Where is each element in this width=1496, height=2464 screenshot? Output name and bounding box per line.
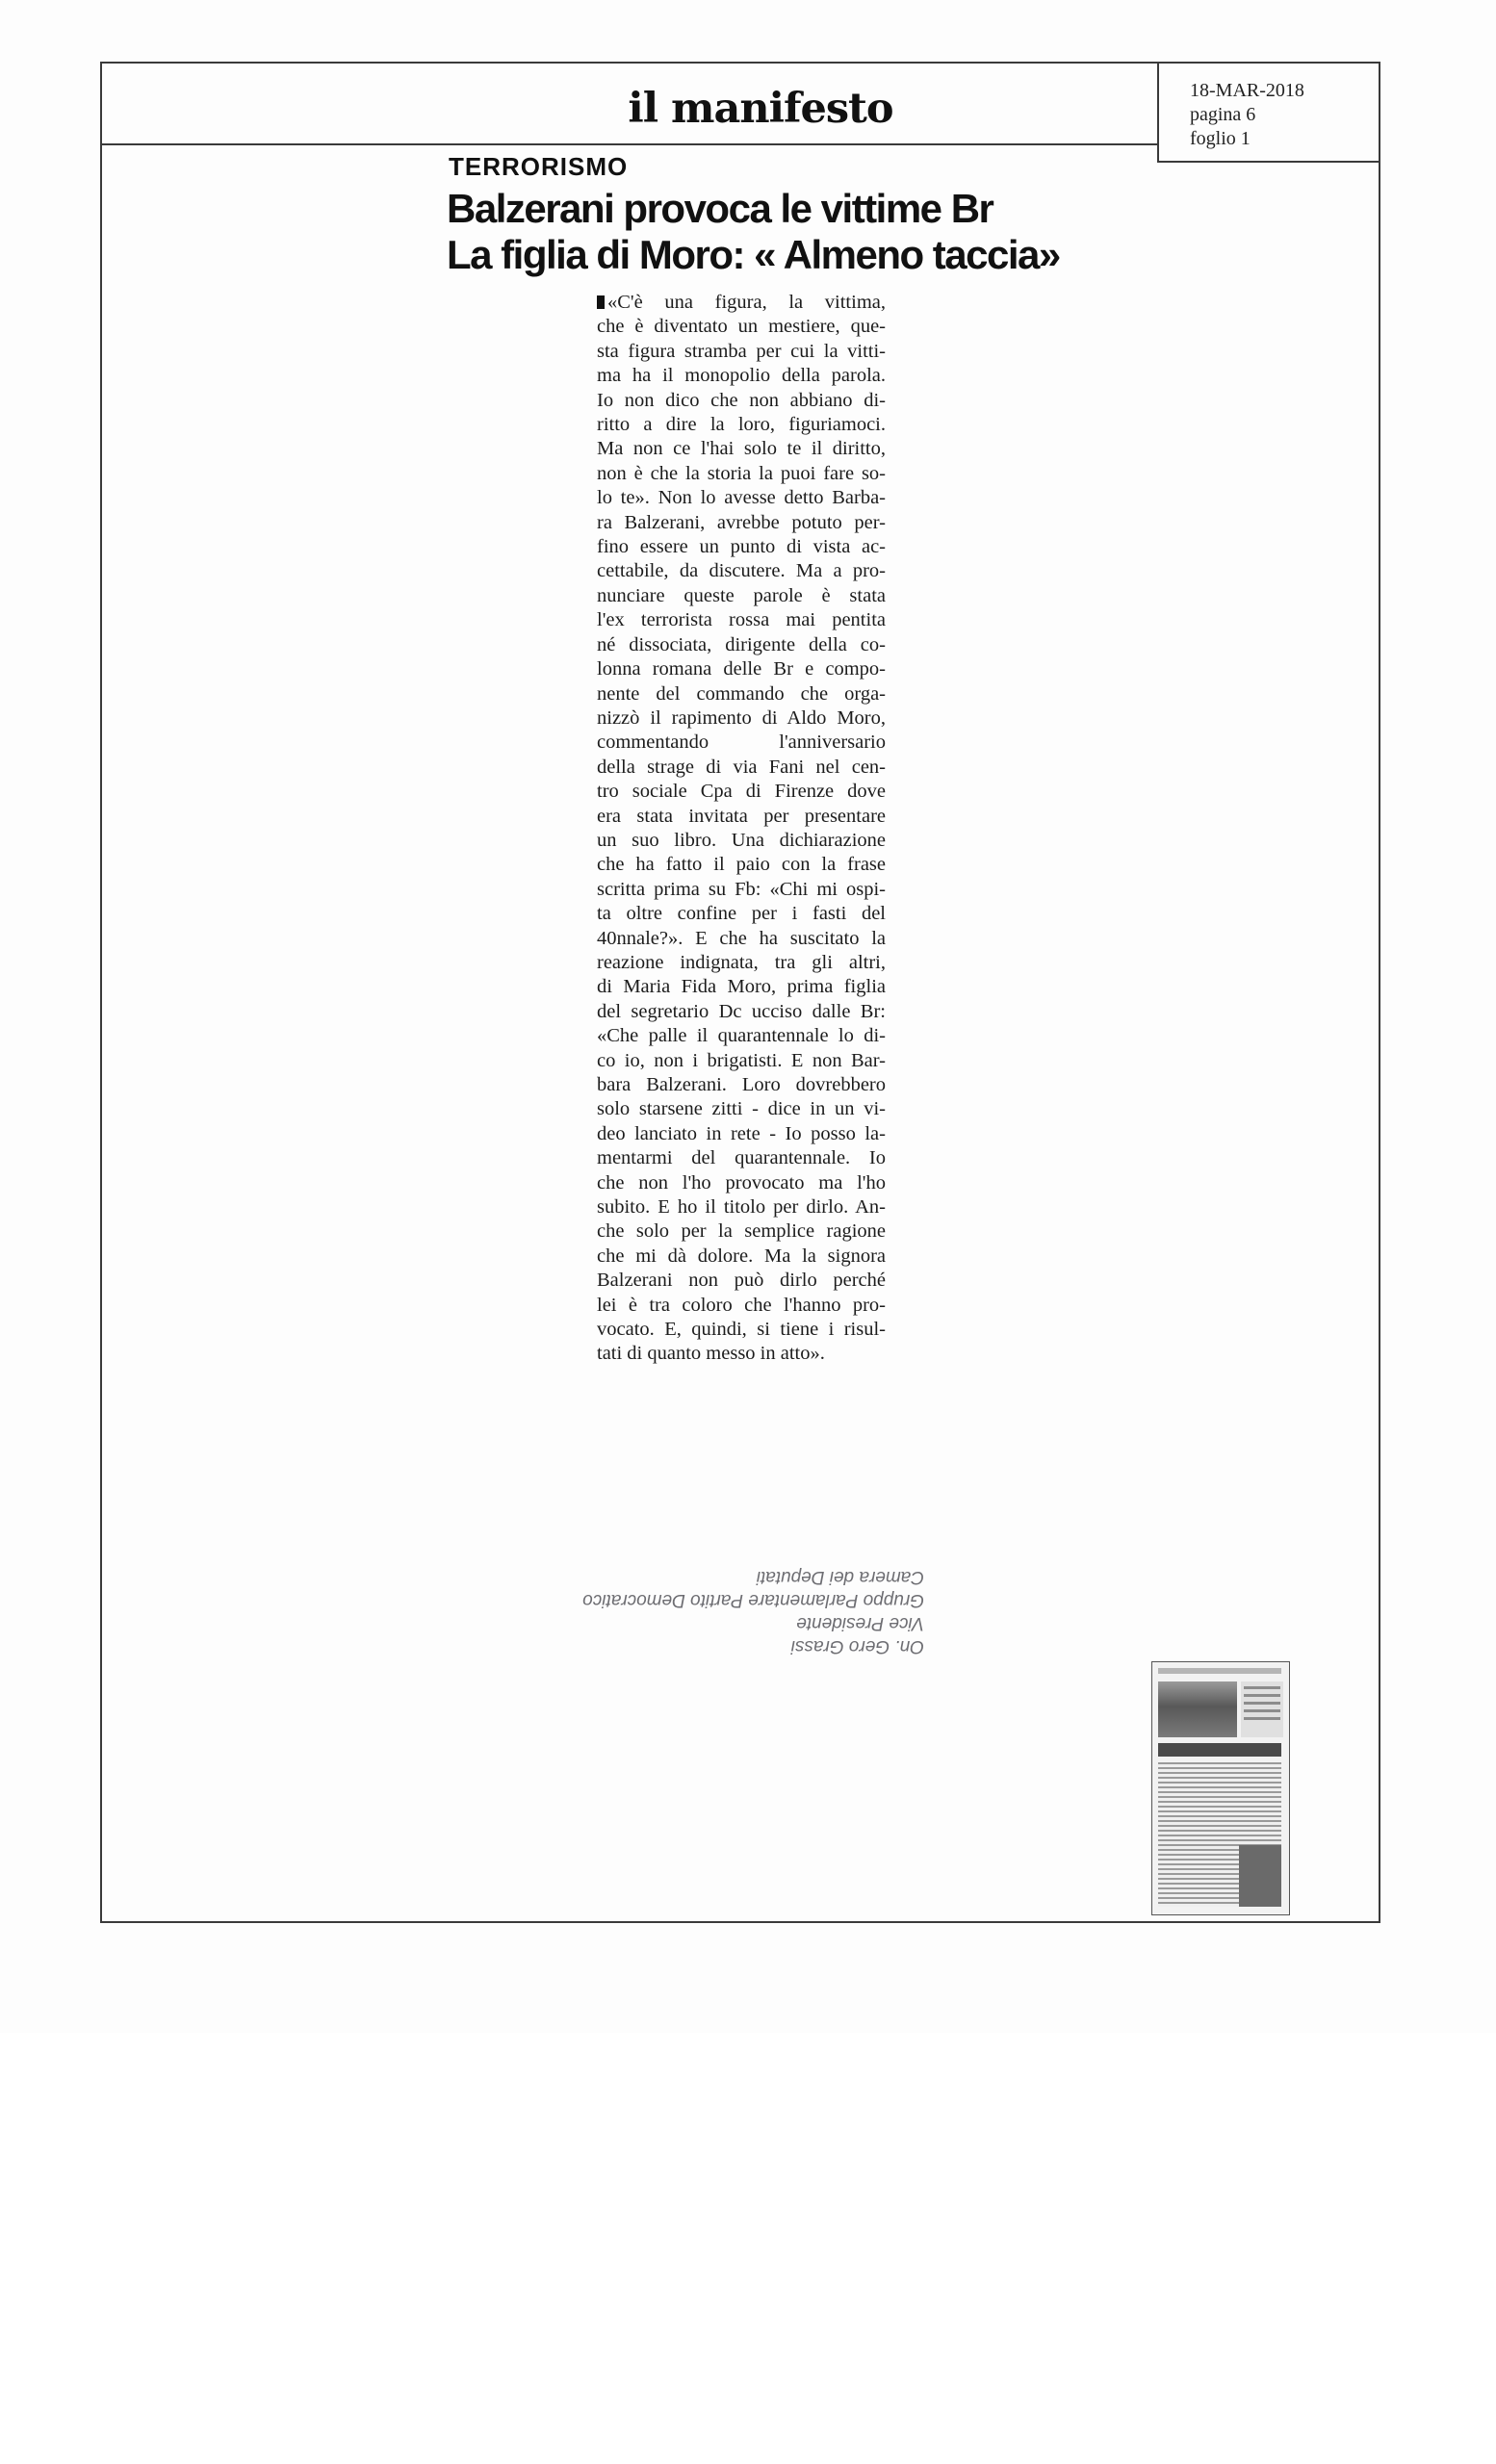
body-line-text: che solo per la semplice ragione: [597, 1220, 886, 1243]
body-line: [597, 559, 886, 583]
body-line-text: tro sociale Cpa di Firenze dove: [597, 781, 886, 803]
body-line: [597, 633, 886, 657]
body-line: [597, 437, 886, 461]
body-line: [597, 291, 886, 315]
body-line: [597, 1097, 886, 1121]
body-line-text: «Che palle il quarantennale lo di-: [597, 1025, 886, 1047]
thumbnail-advert: [1239, 1845, 1281, 1907]
body-line-text: vocato. E, quindi, si tiene i risul-: [597, 1319, 886, 1341]
body-line-text: solo starsene zitti - dice in un vi-: [597, 1098, 886, 1120]
body-line: [597, 975, 886, 999]
body-line: [597, 927, 886, 951]
stamp-line: On. Gero Grassi: [790, 1636, 924, 1656]
body-line: [597, 1195, 886, 1219]
body-line: [597, 1219, 886, 1244]
stamp-line: Camera dei Deputati: [756, 1567, 924, 1587]
deputy-stamp: [520, 1565, 924, 1657]
body-line-text: bara Balzerani. Loro dovrebbero: [597, 1074, 886, 1095]
body-line-text: mentarmi del quarantennale. Io: [597, 1147, 886, 1169]
page-number: pagina 6: [1190, 104, 1256, 125]
body-line: [597, 1146, 886, 1170]
body-line: [597, 608, 886, 632]
body-line: [597, 657, 886, 681]
body-line: [597, 486, 886, 510]
body-line-text: del segretario Dc ucciso dalle Br:: [597, 1000, 886, 1022]
body-line-text: nizzò il rapimento di Aldo Moro,: [597, 706, 886, 729]
article-body: [597, 291, 886, 1367]
body-line-text: cettabile, da discutere. Ma a pro-: [597, 560, 886, 582]
body-line-text: che non l'ho provocato ma l'ho: [597, 1171, 886, 1194]
headline-line: Balzerani provoca le vittime Br: [447, 186, 993, 231]
body-line: [597, 1245, 886, 1269]
body-line: [597, 1073, 886, 1097]
body-line: [597, 1294, 886, 1318]
body-line: [597, 1318, 886, 1342]
body-line: [597, 1269, 886, 1293]
body-line: [597, 805, 886, 829]
thumbnail-headline: [1158, 1743, 1281, 1757]
body-line: [597, 853, 886, 877]
body-line: [597, 1171, 886, 1195]
body-line-text: non è che la storia la puoi fare so-: [597, 462, 886, 484]
sheet-number: foglio 1: [1190, 128, 1251, 149]
body-line-text: co io, non i brigatisti. E non Bar-: [597, 1049, 886, 1071]
body-line: [597, 1000, 886, 1024]
body-line: [597, 340, 886, 364]
body-line-text: lo te». Non lo avesse detto Barba-: [597, 487, 886, 509]
body-line-text: reazione indignata, tra gli altri,: [597, 951, 886, 973]
stamp-line: Vice Presidente: [796, 1613, 924, 1633]
body-line-text: che è diventato un mestiere, que-: [597, 316, 886, 338]
body-line: [597, 951, 886, 975]
body-line-text: scritta prima su Fb: «Chi mi ospi-: [597, 878, 886, 900]
body-line-text: lonna romana delle Br e compo-: [597, 658, 886, 680]
thumbnail-photo: [1158, 1681, 1237, 1737]
paragraph-marker-icon: [597, 295, 605, 309]
body-line-text: subito. E ho il titolo per dirlo. An-: [597, 1196, 886, 1219]
body-line: [597, 364, 886, 388]
body-line-text: lei è tra coloro che l'hanno pro-: [597, 1294, 886, 1316]
body-line: [597, 389, 886, 413]
body-line: [597, 315, 886, 339]
body-line-text: sta figura stramba per cui la vitti-: [597, 340, 886, 362]
body-line: [597, 682, 886, 706]
body-line: [597, 413, 886, 437]
body-line-text: che mi dà dolore. Ma la signora: [597, 1245, 886, 1267]
newspaper-masthead: il manifesto: [628, 85, 893, 133]
thumbnail-masthead: [1158, 1668, 1281, 1674]
body-line-text: 40nnale?». E che ha suscitato la: [597, 927, 886, 949]
body-line-text: ta oltre confine per i fasti del: [597, 903, 886, 925]
body-line-text: né dissociata, dirigente della co-: [597, 633, 886, 655]
body-line-text: deo lanciato in rete - Io posso la-: [597, 1122, 886, 1144]
body-line-text: Balzerani non può dirlo perché: [597, 1270, 886, 1292]
body-line: [597, 1342, 886, 1366]
thumbnail-sidebar: [1241, 1681, 1283, 1737]
body-line: [597, 584, 886, 608]
body-line-text: tati di quanto messo in atto».: [597, 1343, 825, 1365]
body-line-text: di Maria Fida Moro, prima figlia: [597, 976, 886, 998]
body-line: [597, 535, 886, 559]
body-line: [597, 756, 886, 780]
headline-line: La figlia di Moro: « Almeno taccia»: [447, 232, 1060, 277]
body-line-text: ritto a dire la loro, figuriamoci.: [597, 414, 886, 436]
section-kicker: TERRORISMO: [449, 152, 629, 181]
meta-box-bottom: [1157, 161, 1379, 163]
meta-box-divider: [1157, 62, 1159, 161]
body-line-text: nunciare queste parole è stata: [597, 584, 886, 606]
body-line: [597, 511, 886, 535]
body-line-text: commentando l'anniversario: [597, 732, 886, 754]
body-line-text: della strage di via Fani nel cen-: [597, 756, 886, 778]
body-line: [597, 731, 886, 755]
header-divider: [100, 143, 1157, 145]
body-line: [597, 1024, 886, 1048]
body-line-text: Io non dico che non abbiano di-: [597, 389, 886, 411]
body-line-text: Ma non ce l'hai solo te il diritto,: [597, 438, 886, 460]
body-line-text: ma ha il monopolio della parola.: [597, 365, 886, 387]
body-line: [597, 878, 886, 902]
body-line: [597, 706, 886, 731]
body-line-text: fino essere un punto di vista ac-: [597, 536, 886, 558]
body-line-text: un suo libro. Una dichiarazione: [597, 829, 886, 851]
article-headline: [447, 186, 1060, 278]
body-line-text: «C'è una figura, la vittima,: [607, 292, 886, 313]
body-line-text: era stata invitata per presentare: [597, 805, 886, 827]
body-line: [597, 829, 886, 853]
body-line-text: che ha fatto il paio con la frase: [597, 854, 886, 876]
body-line: [597, 1049, 886, 1073]
body-line-text: l'ex terrorista rossa mai pentita: [597, 609, 886, 631]
body-line: [597, 902, 886, 926]
publication-meta: [1190, 79, 1304, 151]
body-line: [597, 1122, 886, 1146]
body-line-text: nente del commando che orga-: [597, 682, 886, 705]
body-line: [597, 780, 886, 804]
body-line: [597, 462, 886, 486]
page-thumbnail: [1151, 1661, 1290, 1915]
body-line-text: ra Balzerani, avrebbe potuto per-: [597, 511, 886, 533]
stamp-line: Gruppo Parlamentare Partito Democratico: [582, 1590, 924, 1610]
publication-date: 18-MAR-2018: [1190, 80, 1304, 101]
